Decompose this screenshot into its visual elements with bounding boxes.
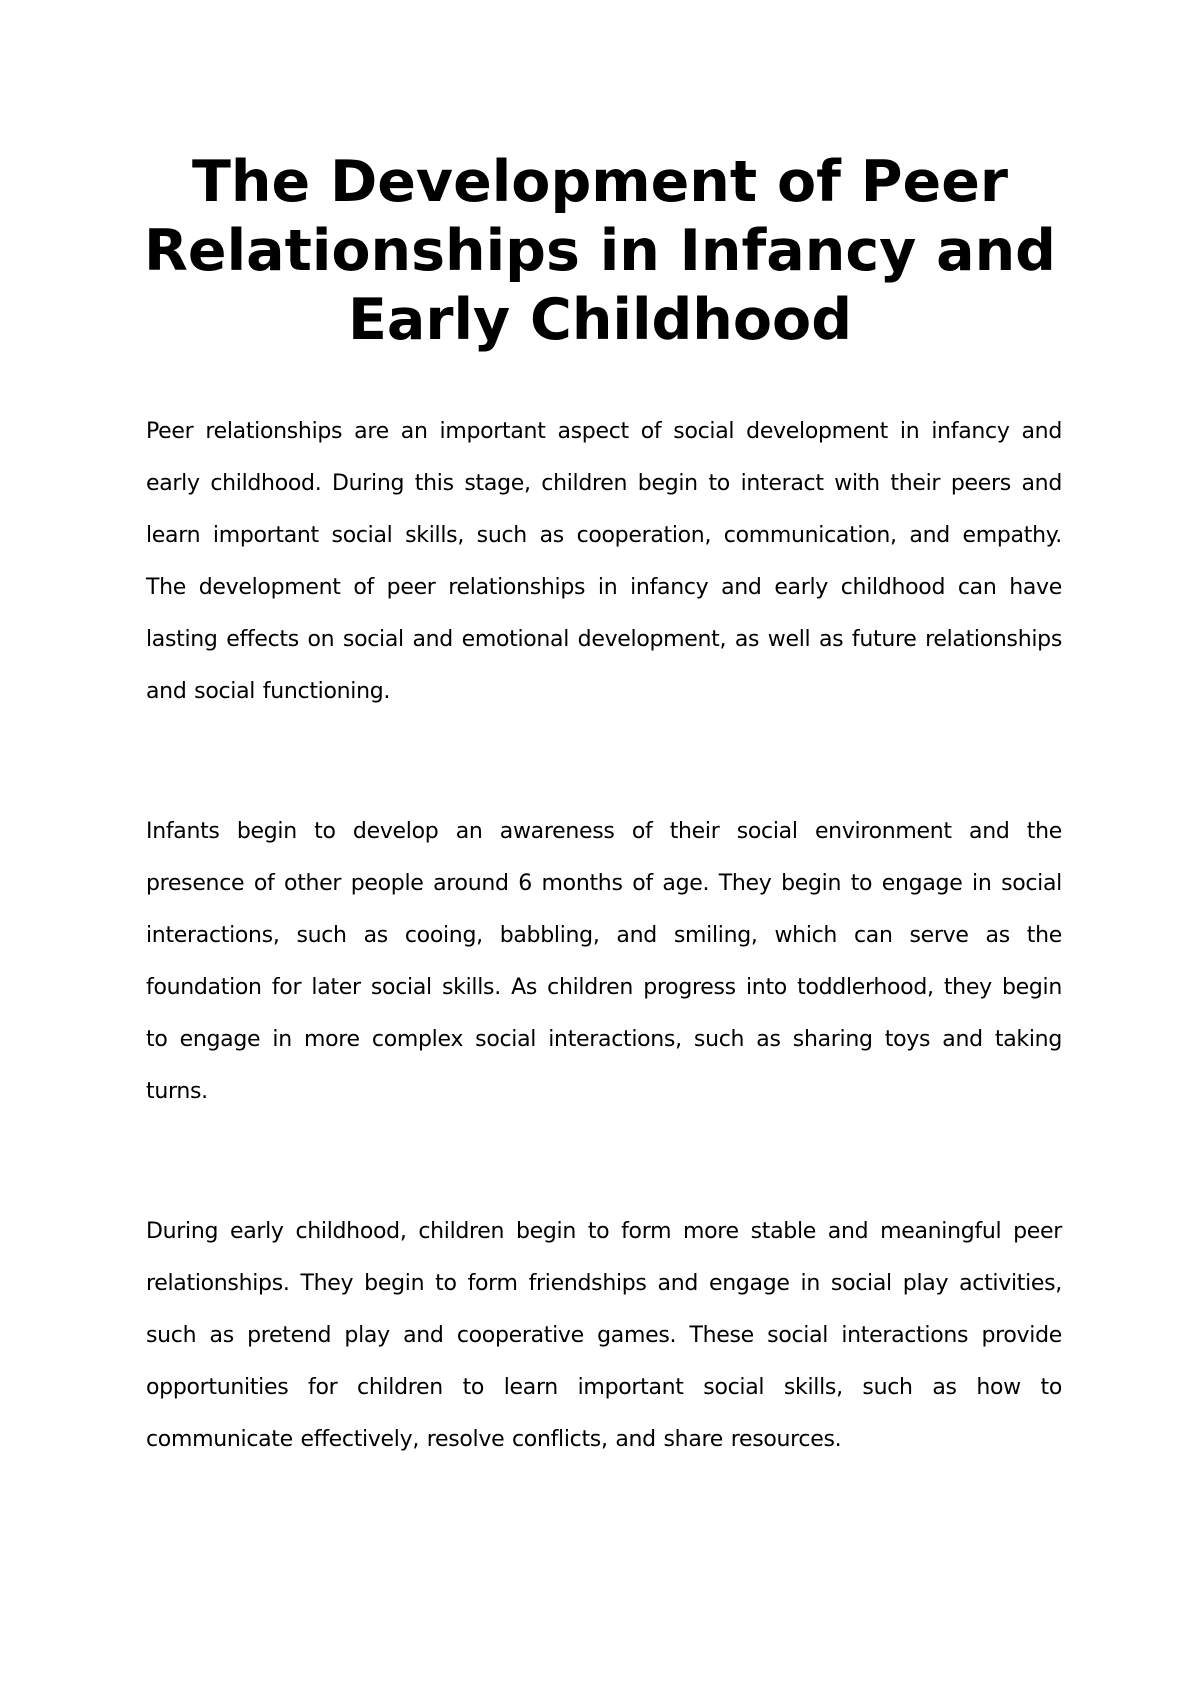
paragraph-infant-awareness: Infants begin to develop an awareness of their social environment and the presence of other people around 6 months of age. They begin to engage in social interactions, such as cooing, babbling, and smiling, which can serve as the foundation for later social skills. As children progress into toddlerhood, they begin to engage in more complex social interactions, such as sharing toys and taking turns. (146, 819, 1062, 1104)
paragraph-peer-relationships-intro: Peer relationships are an important aspect of social development in infancy and early childhood. During this stage, children begin to interact with their peers and learn important social skills, such as cooperation, communication, and empathy. The development of peer relationships in infancy and early childhood can have lasting effects on social and emotional development, as well as future relationships and social functioning. (146, 419, 1062, 704)
paragraph-early-childhood-friendships: During early childhood, children begin to form more stable and meaningful peer relationships. They begin to form friendships and engage in social play activities, such as pretend play and cooperative games. These social interactions provide opportunities for children to learn important social skills, such as how to communicate effectively, resolve conflicts, and share resources. (146, 1219, 1062, 1452)
document-title: The Development of Peer Relationships in Infancy and Early Childhood (144, 149, 1056, 353)
